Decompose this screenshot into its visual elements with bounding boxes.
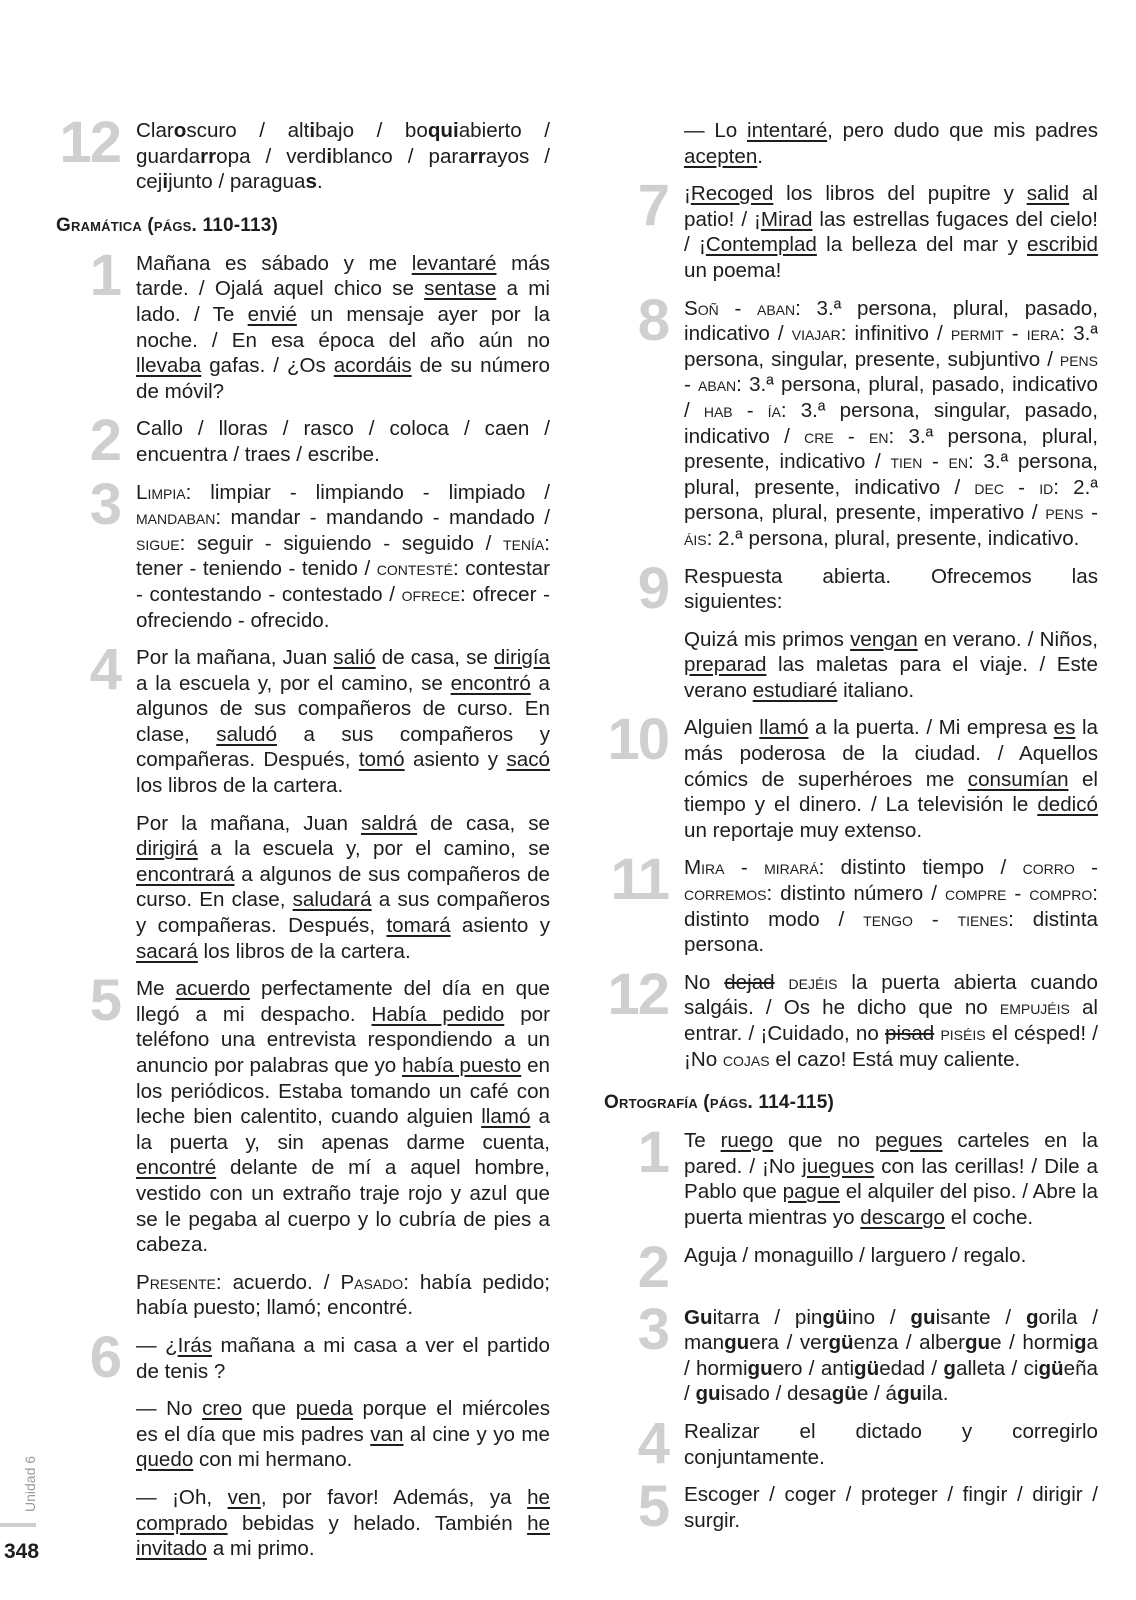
exercise-text: Por la mañana, Juan salió de casa, se dirigía a la escuela y, por el camino, se encontró a algunos de sus compañeros de curso. En clase, saludó a sus compañeros y compañeras. Después, tomó asiento y sacó los libros de la cartera. Por la mañana, Juan saldrá de casa, se dirigirá a la escuela y, por el camino, se encontrará a algunos de sus compañeros de curso. En clase, saludará a sus compañeros y compañeras. Después, tomará asiento y sacará los libros de la cartera. bbox=[136, 646, 551, 963]
exercise-g10 bbox=[604, 707, 1098, 843]
exercise-text: Soñ - aban: 3.ª persona, plural, pasado, indicativo / viajar: infinitivo / permit - iera: 3.ª persona, singular, presente, subjuntivo / pens - aban: 3.ª persona, plural, pasado, indicativo / hab - ía: 3.ª persona, singular, pasado, indicativo / cre - en: 3.ª persona, plural, presente, indicativo / tien - en: 3.ª persona, plural, presente, indicativo / dec - id: 2.ª persona, plural, presente, imperativo / pens - áis: 2.ª persona, plural, presente, indicativo. bbox=[684, 296, 1099, 550]
unit-label: Unidad 6 bbox=[22, 1455, 38, 1512]
exercise-number: 4 bbox=[637, 1410, 668, 1476]
exercise-g2 bbox=[56, 408, 550, 474]
exercise-text: Mira - mirará: distinto tiempo / corro - corremos: distinto número / compre - compro: distinto modo / tengo - tienes: distinta persona. bbox=[684, 856, 1099, 957]
exercise-number: 11 bbox=[610, 847, 668, 913]
exercise-text: ¡Recoged los libros del pupitre y salid al patio! / ¡Mirad las estrellas fugaces del cielo! / ¡Contemplad la belleza del mar y escribid un poema! bbox=[684, 182, 1098, 282]
page-number: 348 bbox=[4, 1540, 40, 1563]
right-column bbox=[604, 118, 1098, 1545]
exercise-number: 9 bbox=[637, 555, 668, 621]
exercise-text: Respuesta abierta. Ofrecemos las siguientes: Quizá mis primos vengan en verano. / Niños, preparad las maletas para el viaje. / Este verano estudiaré italiano. bbox=[684, 564, 1098, 702]
exercise-o2 bbox=[604, 1234, 1098, 1300]
exercise-number: 2 bbox=[89, 408, 120, 474]
exercise-number: 7 bbox=[637, 173, 668, 239]
exercise-text: Limpia: limpiar - limpiando - limpiado / mandaban: mandar - mandando - mandado / sigue: seguir - siguiendo - seguido / tenía: tener - teniendo - tenido / contesté: contestar - contestando - contestado / ofrece: ofrecer - ofreciendo - ofrecido. bbox=[136, 480, 550, 632]
exercise-number: 3 bbox=[89, 471, 120, 537]
exercise-g3 bbox=[56, 471, 550, 634]
exercise-g9 bbox=[604, 555, 1098, 704]
exercise-text: — Lo intentaré, pero dudo que mis padres acepten. bbox=[684, 119, 1098, 168]
exercise-text: Te ruego que no pegues carteles en la pared. / ¡No juegues con las cerillas! / Dile a Pablo que pague el alquiler del piso. / Abre la puerta mientras yo descargo el coche. bbox=[684, 1129, 1098, 1229]
exercise-g5 bbox=[56, 968, 550, 1321]
exercise-number: 5 bbox=[637, 1474, 668, 1540]
exercise-text: Claroscuro / altibajo / boquiabierto / guardarropa / verdiblanco / pararrayos / cejijunto / paraguas. bbox=[136, 119, 550, 194]
exercise-g11 bbox=[604, 847, 1099, 957]
exercise-12-top bbox=[56, 110, 550, 195]
exercise-o3 bbox=[604, 1296, 1098, 1407]
section-heading-ortografia: Ortografía (págs. 114-115) bbox=[604, 1092, 834, 1114]
exercise-text: Callo / lloras / rasco / coloca / caen / encuentra / traes / escribe. bbox=[136, 417, 550, 466]
exercise-number: 10 bbox=[607, 707, 668, 773]
exercise-g1 bbox=[56, 242, 550, 405]
exercise-text: Realizar el dictado y corregirlo conjuntamente. bbox=[684, 1419, 1098, 1469]
exercise-number: 3 bbox=[637, 1296, 668, 1362]
exercise-text: Alguien llamó a la puerta. / Mi empresa es la más poderosa de la ciudad. / Aquellos cómics de superhéroes me consumían el tiempo y el dinero. / La televisión le dedicó un reportaje muy extenso. bbox=[684, 716, 1098, 842]
exercise-text: — ¿Irás mañana a mi casa a ver el partido de tenis ? — No creo que pueda porque el miércoles es el día que mis padres van al cine y yo me quedo con mi hermano. — ¡Oh, ven, por favor! Además, ya he comprado bebidas y helado. También he invitado a mi primo. bbox=[136, 1333, 551, 1561]
exercise-g8 bbox=[604, 287, 1099, 552]
exercise-number: 1 bbox=[89, 242, 120, 308]
section-heading-gramatica: Gramática (págs. 110-113) bbox=[56, 214, 279, 236]
exercise-number: 1 bbox=[637, 1120, 668, 1186]
margin-bar bbox=[0, 1523, 36, 1527]
exercise-g7 bbox=[604, 173, 1098, 283]
exercise-o4 bbox=[604, 1410, 1098, 1476]
exercise-text: Me acuerdo perfectamente del día en que llegó a mi despacho. Había pedido por teléfono una entrevista respondiendo a un anuncio por palabras que yo había puesto en los periódicos. Estaba tomando un café con leche bien calentito, cuando alguien llamó a la puerta y, sin apenas darme cuenta, encontré delante de mí a aquel hombre, vestido con un extraño traje rojo y azul que se le pegaba al cuerpo y lo cubría de pies a cabeza. Presente: acuerdo. / Pasado: había pedido; había puesto; llamó; encontré. bbox=[136, 977, 550, 1320]
exercise-g4 bbox=[56, 637, 551, 964]
exercise-g6 bbox=[56, 1324, 551, 1562]
exercise-text: Aguja / monaguillo / larguero / regalo. bbox=[684, 1243, 1027, 1267]
exercise-number: 8 bbox=[637, 287, 668, 353]
exercise-o1 bbox=[604, 1120, 1098, 1230]
exercise-text: No dejad dejéis la puerta abierta cuando salgáis. / Os he dicho que no empujéis al entrar. / ¡Cuidado, no pisad piséis el césped! / ¡No cojas el cazo! Está muy caliente. bbox=[684, 970, 1098, 1071]
exercise-text: Guitarra / pingüino / guisante / gorila / manguera / vergüenza / albergue / hormiga / hormiguero / antigüedad / galleta / cigüeña / guisado / desagüe / águila. bbox=[684, 1305, 1098, 1406]
exercise-number: 5 bbox=[89, 968, 120, 1034]
exercise-g6-continued bbox=[604, 118, 1098, 169]
exercise-g12 bbox=[604, 961, 1098, 1072]
exercise-o5 bbox=[604, 1474, 1098, 1540]
exercise-text: Mañana es sábado y me levantaré más tarde. / Ojalá aquel chico se sentase a mi lado. / Te envié un mensaje ayer por la noche. / En esa época del año aún no llevaba gafas. / ¿Os acordáis de su número de móvil? bbox=[136, 251, 550, 403]
exercise-number: 4 bbox=[89, 637, 120, 703]
exercise-number: 12 bbox=[607, 961, 668, 1027]
exercise-number: 2 bbox=[637, 1234, 668, 1300]
left-column bbox=[56, 110, 551, 1574]
exercise-number: 12 bbox=[59, 110, 120, 175]
exercise-number: 6 bbox=[89, 1324, 120, 1390]
exercise-text: Escoger / coger / proteger / fingir / dirigir / surgir. bbox=[684, 1483, 1098, 1532]
